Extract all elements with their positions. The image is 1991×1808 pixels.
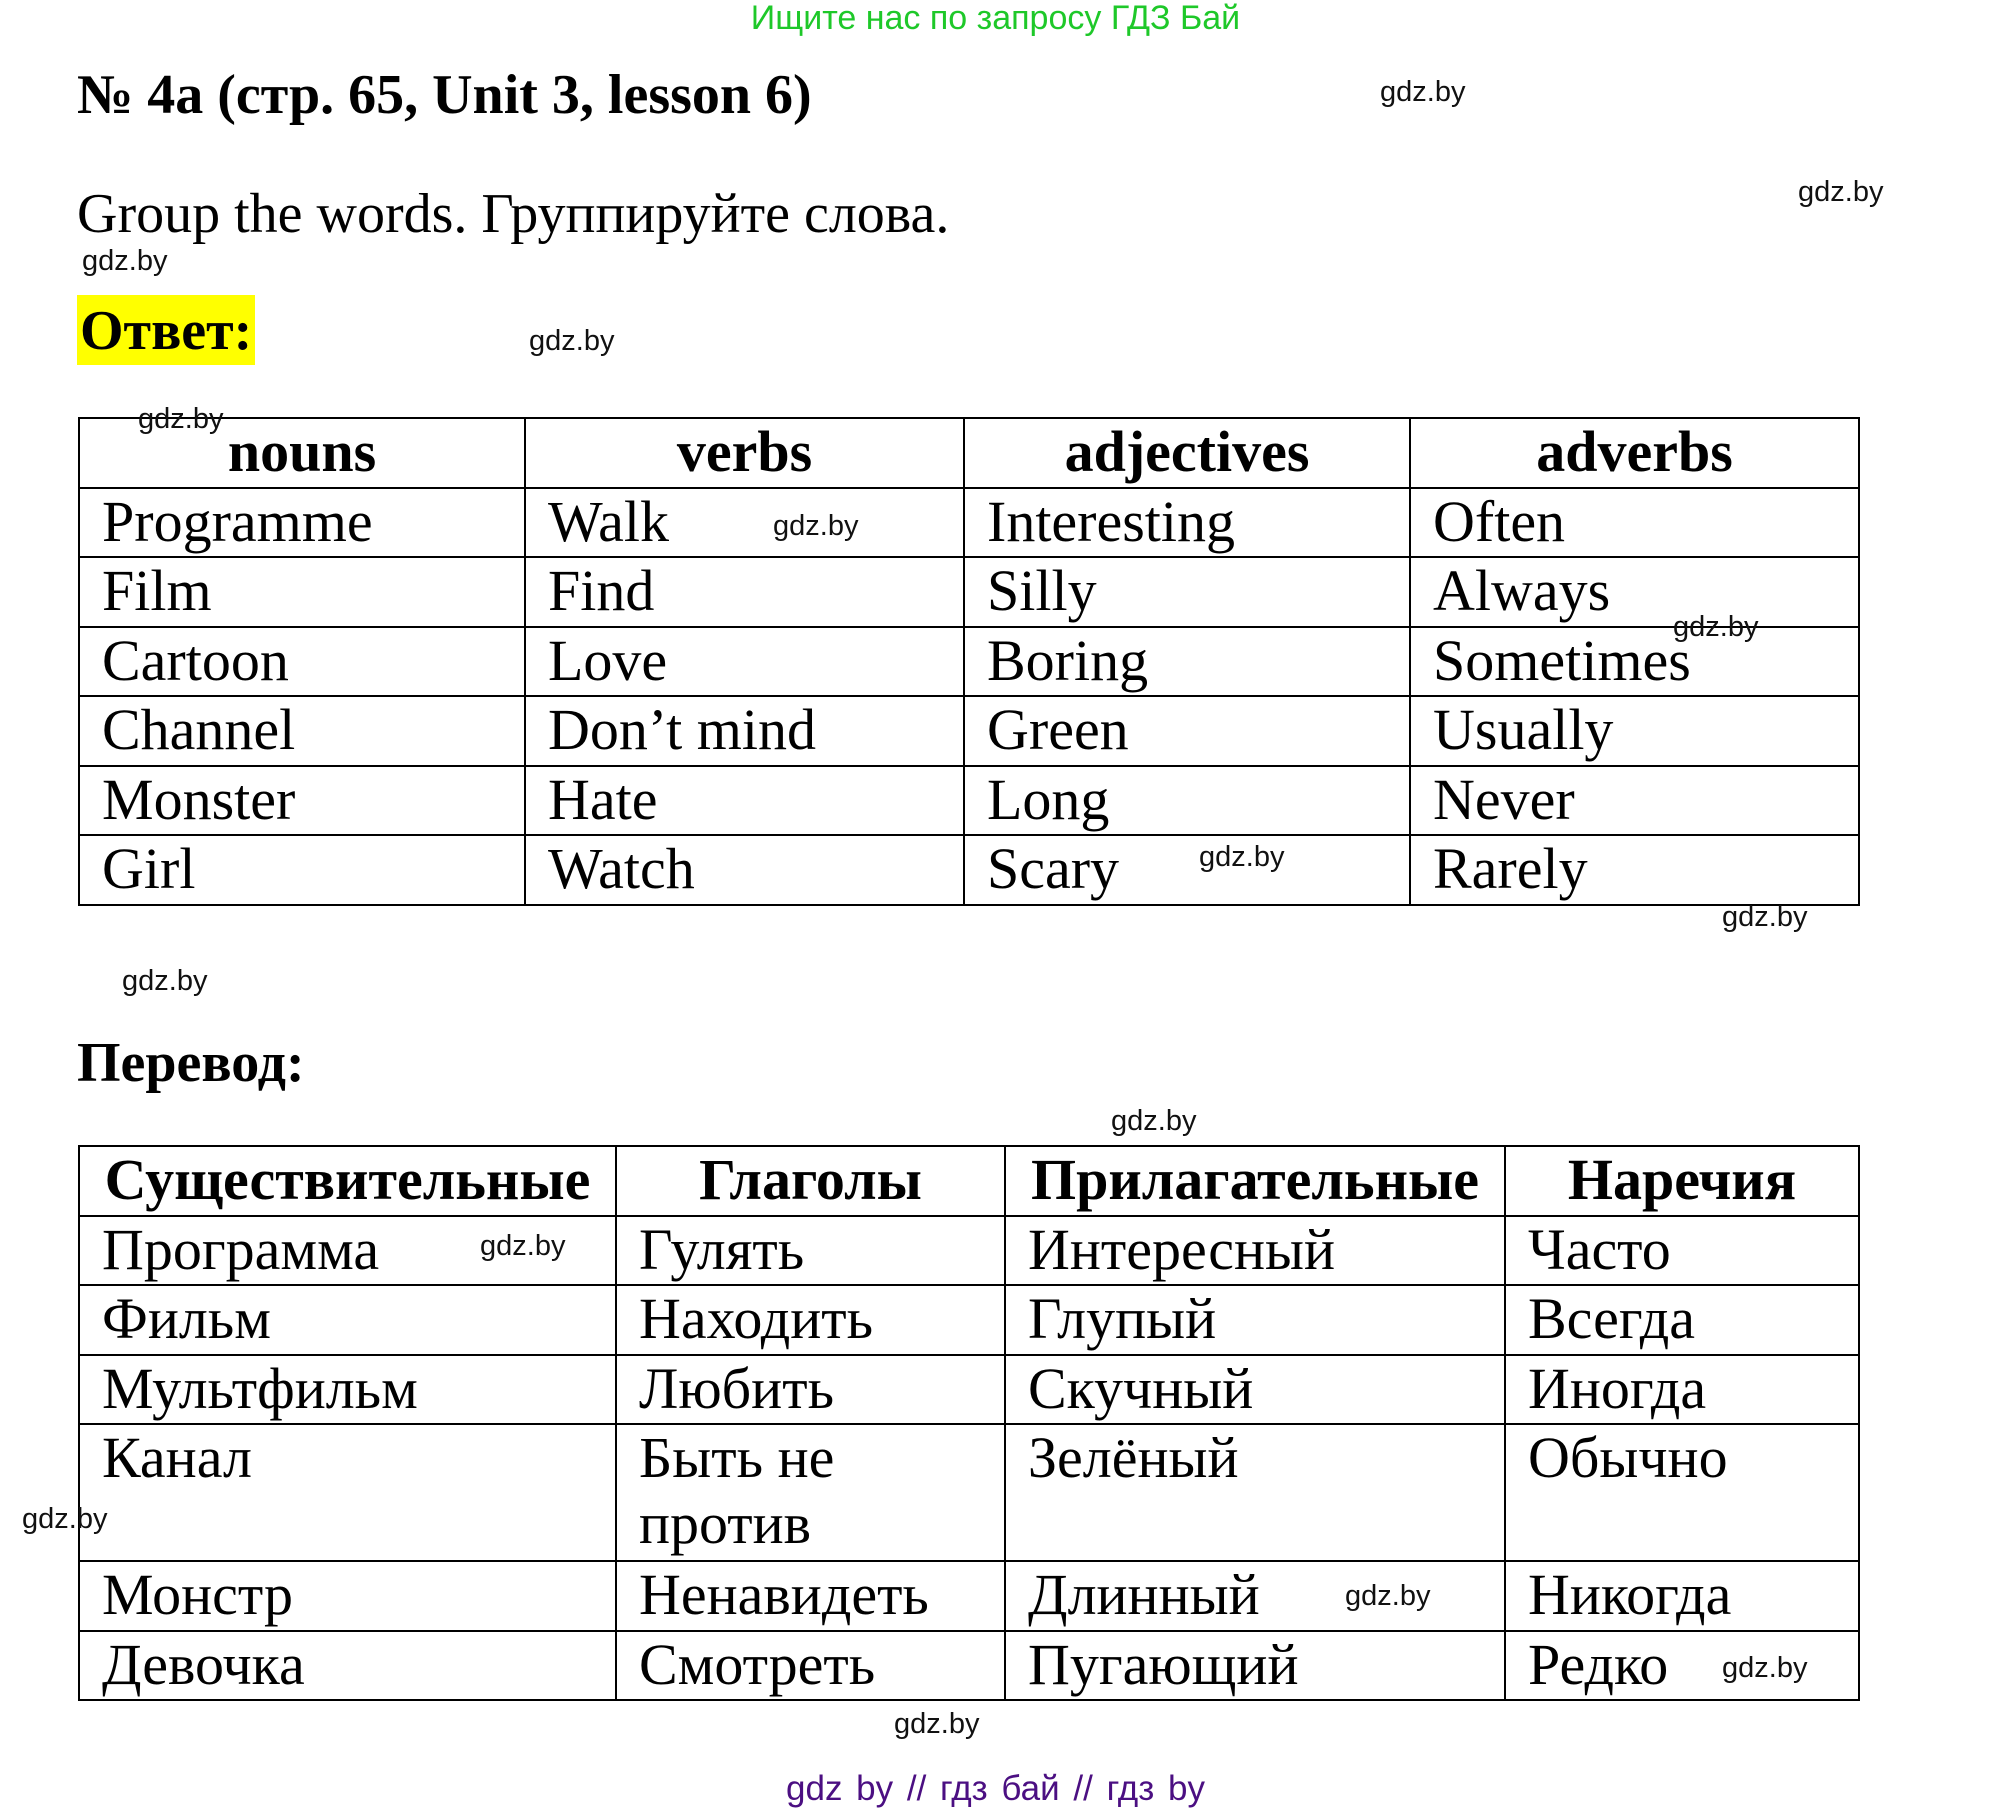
cell: Find	[525, 557, 964, 627]
watermark: gdz.by	[773, 510, 859, 542]
header-verbs-ru: Глаголы	[616, 1146, 1005, 1216]
watermark: gdz.by	[22, 1503, 108, 1535]
cell: Никогда	[1505, 1561, 1859, 1631]
cell: Зелёный	[1005, 1424, 1505, 1561]
header-verbs: verbs	[525, 418, 964, 488]
answer-table	[78, 417, 1860, 906]
cell: Быть не против	[616, 1424, 1005, 1561]
cell: Cartoon	[79, 627, 525, 697]
cell: Girl	[79, 835, 525, 905]
watermark: gdz.by	[1673, 611, 1759, 643]
table-row	[79, 488, 1859, 558]
cell: Love	[525, 627, 964, 697]
cell: Ненавидеть	[616, 1561, 1005, 1631]
table-row	[79, 1631, 1859, 1701]
header-nouns: nouns	[79, 418, 525, 488]
cell: Scary	[964, 835, 1410, 905]
cell: Канал	[79, 1424, 616, 1561]
watermark: gdz.by	[894, 1708, 980, 1740]
watermark: gdz.by	[1380, 76, 1466, 108]
cell: Длинный	[1005, 1561, 1505, 1631]
cell: Мультфильм	[79, 1355, 616, 1425]
cell: Любить	[616, 1355, 1005, 1425]
cell: Rarely	[1410, 835, 1859, 905]
cell: Film	[79, 557, 525, 627]
cell: Смотреть	[616, 1631, 1005, 1701]
watermark: gdz.by	[1111, 1105, 1197, 1137]
cell: Часто	[1505, 1216, 1859, 1286]
table-row	[79, 835, 1859, 905]
watermark: gdz.by	[1345, 1580, 1431, 1612]
header-adjectives-ru: Прилагательные	[1005, 1146, 1505, 1216]
watermark: gdz.by	[1722, 1652, 1808, 1684]
table-row	[79, 696, 1859, 766]
cell: Usually	[1410, 696, 1859, 766]
cell: Sometimes	[1410, 627, 1859, 697]
watermark: gdz.by	[529, 325, 615, 357]
cell: Обычно	[1505, 1424, 1859, 1561]
watermark: gdz.by	[1722, 901, 1808, 933]
watermark: gdz.by	[480, 1230, 566, 1262]
table-row	[79, 1424, 1859, 1561]
table-row	[79, 557, 1859, 627]
cell: Watch	[525, 835, 964, 905]
answer-label: Ответ:	[77, 295, 255, 365]
cell: Channel	[79, 696, 525, 766]
cell: Программа	[79, 1216, 616, 1286]
task-instruction: Group the words. Группируйте слова.	[77, 183, 950, 245]
cell: Programme	[79, 488, 525, 558]
table-header-row	[79, 418, 1859, 488]
table-header-row	[79, 1146, 1859, 1216]
cell: Глупый	[1005, 1285, 1505, 1355]
cell: Гулять	[616, 1216, 1005, 1286]
cell: Монстр	[79, 1561, 616, 1631]
cell: Never	[1410, 766, 1859, 836]
header-adjectives: adjectives	[964, 418, 1410, 488]
cell: Long	[964, 766, 1410, 836]
cell: Редко	[1505, 1631, 1859, 1701]
cell: Monster	[79, 766, 525, 836]
translation-table	[78, 1145, 1860, 1701]
table-row	[79, 1355, 1859, 1425]
cell: Boring	[964, 627, 1410, 697]
watermark: gdz.by	[122, 965, 208, 997]
cell: Walk	[525, 488, 964, 558]
translation-label: Перевод:	[77, 1032, 305, 1094]
table-row	[79, 1561, 1859, 1631]
cell: Девочка	[79, 1631, 616, 1701]
watermark: gdz.by	[1798, 176, 1884, 208]
cell: Пугающий	[1005, 1631, 1505, 1701]
cell: Always	[1410, 557, 1859, 627]
cell: Всегда	[1505, 1285, 1859, 1355]
table-row	[79, 1285, 1859, 1355]
cell: Интересный	[1005, 1216, 1505, 1286]
table-row	[79, 627, 1859, 697]
cell: Don’t mind	[525, 696, 964, 766]
watermark: gdz.by	[1199, 841, 1285, 873]
header-adverbs-ru: Наречия	[1505, 1146, 1859, 1216]
search-banner: Ищите нас по запросу ГДЗ Бай	[750, 0, 1241, 37]
watermark: gdz.by	[82, 245, 168, 277]
header-adverbs: adverbs	[1410, 418, 1859, 488]
cell: Находить	[616, 1285, 1005, 1355]
cell: Interesting	[964, 488, 1410, 558]
cell: Green	[964, 696, 1410, 766]
footer-links: gdz by // гдз бай // гдз by	[786, 1769, 1205, 1808]
cell: Фильм	[79, 1285, 616, 1355]
cell: Silly	[964, 557, 1410, 627]
exercise-title: № 4a (стр. 65, Unit 3, lesson 6)	[77, 64, 812, 126]
table-row	[79, 766, 1859, 836]
header-nouns-ru: Существительные	[79, 1146, 616, 1216]
cell: Иногда	[1505, 1355, 1859, 1425]
cell: Hate	[525, 766, 964, 836]
watermark: gdz.by	[138, 403, 224, 435]
cell: Скучный	[1005, 1355, 1505, 1425]
table-row	[79, 1216, 1859, 1286]
cell: Often	[1410, 488, 1859, 558]
